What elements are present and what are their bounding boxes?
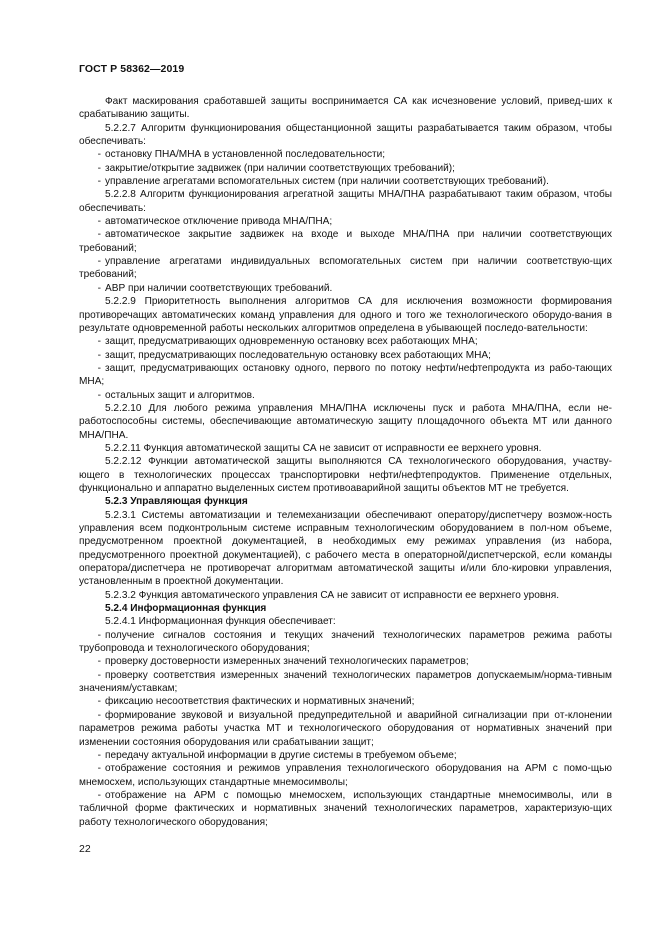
list-item (79, 162, 612, 175)
paragraph: 5.2.2.10 Для любого режима управления МНА/ПНА исключены пуск и работа МНА/ПНА, если не-работоспособны системы, обеспечивающие автоматическую защиту площадочного объекта МТ или данного МНА/ПНА. (79, 402, 612, 441)
list-dash: - (97, 763, 101, 775)
list-item-text: передачу актуальной информации в другие системы в требуемом объеме; (105, 749, 457, 761)
list-dash: - (97, 216, 101, 228)
list-dash: - (97, 176, 101, 188)
list-item (79, 282, 612, 295)
list-item-text: формирование звуковой и визуальной предупредительной и аварийной сигнализации при от-клонении параметров режима работы участка МТ и технологического оборудования от нормативных значений при изменении состояния оборудования или срабатывании защит; (79, 709, 612, 748)
paragraph: 5.2.2.9 Приоритетность выполнения алгоритмов СА для исключения возможности формирования противоречащих автоматических команд управления для одного и того же технологического оборудо-вания в результате одновременной работы нескольких алгоритмов определена в убывающей последо-вательности: (79, 296, 612, 334)
list-dash: - (97, 162, 101, 174)
list-dash: - (97, 789, 101, 801)
list-item-text: автоматическое закрытие задвижек на входе и выходе МНА/ПНА при наличии соответствующих требований; (79, 229, 612, 254)
paragraph: 5.2.3.2 Функция автоматического управления СА не зависит от исправности ее верхнего уровня. (105, 589, 560, 601)
list-item (79, 695, 612, 708)
list-dash: - (97, 749, 101, 761)
list-item-text: защит, предусматривающих одновременную остановку всех работающих МНА; (105, 336, 478, 348)
list-item-text: защит, предусматривающих последовательную остановку всех работающих МНА; (105, 349, 491, 361)
paragraph: 5.2.3.1 Системы автоматизации и телемеханизации обеспечивают оператору/диспетчеру возмож-ность управления всем подконтрольным системе исправным технологическим оборудованием в пол-ном объеме, предусмотренном проектной документацией, в необходимых ему режимах управления (из набора, предусмотренного проектной документацией), с рабочего места в операторной/диспетчерской, если команды оператора/диспетчера не противоречат алгоритмам автоматической защиты и/или бло-кировки управления, установленным в проектной документации. (79, 509, 612, 588)
list-dash: - (97, 389, 101, 401)
list-item (79, 655, 612, 668)
list-item (79, 629, 612, 656)
list-dash: - (97, 669, 101, 681)
list-dash: - (97, 656, 101, 668)
list-item (79, 215, 612, 228)
paragraph: 5.2.2.7 Алгоритм функционирования общестанционной защиты разрабатывается таким образом, чтобы обеспечивать: (79, 122, 612, 148)
list-item (79, 789, 612, 829)
list-item-text: проверку соответствия измеренных значений технологических параметров допускаемым/норма-тивным значениям/уставкам; (79, 669, 612, 695)
list-item-text: остальных защит и алгоритмов. (105, 389, 255, 401)
document-header: ГОСТ Р 58362—2019 (79, 63, 185, 75)
list-item-text: защит, предусматривающих остановку одного, первого по потоку нефти/нефтепродукта из рабо-тающих МНА; (79, 362, 612, 388)
list-dash: - (97, 282, 101, 294)
paragraph: 5.2.2.12 Функции автоматической защиты выполняются СА технологического оборудования, участву-ющего в технологических процессах транспортировки нефти/нефтепродуктов. Применение отдельных, функционально и аппаратно выделенных систем противоаварийной защиты объектов МТ не требуется. (79, 456, 612, 494)
list-dash: - (97, 149, 101, 161)
list-item (79, 762, 612, 789)
paragraph: 5.2.2.8 Алгоритм функционирования агрегатной защиты МНА/ПНА разрабатывают таким образом, чтобы обеспечивать: (79, 189, 612, 214)
paragraph: Факт маскирования сработавшей защиты воспринимается СА как исчезновение условий, привед-ших к срабатыванию защиты. (79, 96, 612, 121)
list-item (79, 389, 612, 402)
list-item (79, 749, 612, 762)
list-dash: - (97, 362, 101, 374)
list-item-text: остановку ПНА/МНА в установленной последовательности; (105, 149, 386, 161)
list-item (79, 709, 612, 749)
paragraph: 5.2.4.1 Информационная функция обеспечивает: (105, 616, 336, 628)
list-item-text: проверку достоверности измеренных значений технологических параметров; (105, 656, 469, 668)
list-item (79, 228, 612, 255)
list-dash: - (97, 336, 101, 348)
list-item (79, 175, 612, 188)
list-item (79, 255, 612, 282)
list-item (79, 362, 612, 389)
list-dash: - (97, 349, 101, 361)
list-dash: - (97, 709, 101, 721)
list-dash: - (97, 229, 101, 241)
list-item (79, 349, 612, 362)
list-item (79, 335, 612, 348)
section-heading: 5.2.3 Управляющая функция (105, 496, 248, 508)
document-body (79, 95, 612, 829)
list-item-text: АВР при наличии соответствующих требований. (105, 282, 333, 294)
list-dash: - (97, 629, 101, 641)
list-dash: - (97, 696, 101, 708)
list-item-text: получение сигналов состояния и текущих значений технологических параметров режима работы трубопровода и технологического оборудования; (79, 629, 612, 655)
list-dash: - (97, 256, 101, 268)
list-item (79, 148, 612, 161)
list-item-text: автоматическое отключение привода МНА/ПНА; (105, 216, 333, 228)
list-item-text: фиксацию несоответствия фактических и нормативных значений; (105, 696, 415, 708)
list-item-text: закрытие/открытие задвижек (при наличии соответствующих требований); (105, 162, 455, 174)
paragraph: 5.2.2.11 Функция автоматической защиты СА не зависит от исправности ее верхнего уровня. (105, 442, 542, 454)
list-item (79, 669, 612, 696)
list-item-text: управление агрегатами вспомогательных систем (при наличии соответствующих требований). (105, 176, 549, 188)
list-item-text: отображение состояния и режимов управления технологического оборудования на АРМ с помо-щью мнемосхем, использующих стандартные мнемосимволы; (79, 763, 612, 788)
list-item-text: управление агрегатами индивидуальных вспомогательных систем при наличии соответствую-щих требований; (79, 256, 612, 281)
page-number: 22 (79, 843, 91, 855)
list-item-text: отображение на АРМ с помощью мнемосхем, использующих стандартные мнемосимволы, или в табличной форме фактических и нормативных значений технологических параметров, характеризую-щих работу технологического оборудования; (79, 789, 612, 828)
section-heading: 5.2.4 Информационная функция (105, 603, 267, 615)
